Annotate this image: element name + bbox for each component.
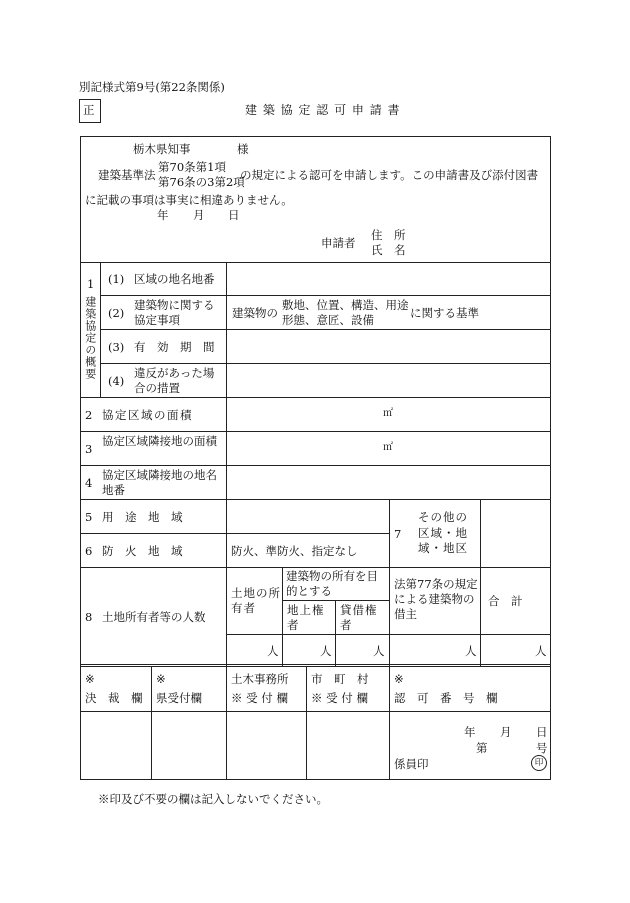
lease-count-unit: 人 [373,644,385,658]
law77-header: 法第77条の規定による建築物の借主 [394,577,478,621]
row6-label: 防 火 地 域 [102,544,183,558]
item2-suffix: に関する基準 [410,306,479,320]
owner-count-unit: 人 [267,644,279,658]
item3-number: (3) [108,340,125,354]
validity-period-field[interactable] [228,331,549,361]
rule [100,295,551,296]
row3-unit: ㎡ [383,442,393,453]
civil-office-label: 土木事務所 [231,672,289,686]
item2-label: 建築物に関する協定事項 [134,298,215,327]
row7-label: その他の区域・地域・地区 [418,510,468,555]
decision-note-mark: ※ [85,672,95,686]
item2-option-1: 敷地、位置、構造、用途 [282,298,409,312]
item2-prefix: 建築物の [232,306,278,320]
surface-count-unit: 人 [320,644,332,658]
fire-zone-options[interactable]: 防火、準防火、指定なし [231,544,358,558]
decision-column-label: 決 裁 欄 [85,691,143,705]
item1-label: 区域の地名地番 [134,272,215,286]
row8-label: 土地所有者等の人数 [102,610,206,624]
lease-right-header: 貸借権者 [340,603,378,632]
rule [80,533,389,534]
document-title: 建 築 協 定 認 可 申 請 書 [245,103,401,117]
article-option-2: 第76条の3第2項 [158,175,245,189]
city-label: 市 町 村 [311,672,369,686]
rule [80,465,551,466]
use-zone-field[interactable] [228,501,387,531]
footer-note: ※印及び不要の欄は記入しないでください。 [98,792,328,806]
rule [80,397,551,398]
total-count-unit: 人 [535,644,547,658]
row5-number: 5 [85,510,93,524]
rule [151,666,152,780]
rule [335,600,336,666]
row2-unit: ㎡ [383,408,393,419]
law77-count-unit: 人 [465,644,477,658]
item2-option-2: 形態、意匠、設備 [282,313,374,327]
row2-label: 協定区域の面積 [102,408,193,422]
item1-number: (1) [108,272,125,286]
row3-number: 3 [85,442,93,456]
rule [306,666,307,780]
intro-line-1: の規定による認可を申請します。この申請書及び添付図書 [240,168,539,182]
rule [100,363,551,364]
permit-dai: 第 [476,741,488,755]
rule [226,666,227,780]
permit-year: 年 [464,725,476,739]
row3-label: 協定区域隣接地の面積 [102,434,217,448]
applicant-label: 申請者 [321,236,356,250]
intro-line-2: に記載の事項は事実に相違ありません。 [85,193,293,207]
row2-number: 2 [85,408,93,422]
building-purpose-header: 建築物の所有を目的とする [286,569,378,598]
adjacent-address-field[interactable] [228,467,549,497]
district-area-field[interactable] [228,399,378,429]
date-day: 日 [228,208,240,222]
prefecture-note-mark: ※ [156,672,166,686]
address-label: 住 所 [371,228,406,242]
rule [480,499,481,666]
civil-receipt-label: ※ 受 付 欄 [231,691,288,705]
surface-right-header: 地上権者 [287,603,325,632]
honorific: 様 [237,142,249,156]
row8-number: 8 [85,610,93,624]
rule [80,431,551,432]
other-zone-field[interactable] [482,501,549,565]
rule [100,329,551,330]
section1-vertical-label: 建築協定の概要 [83,296,97,380]
rule [389,666,390,780]
permit-number-label: 認 可 番 号 欄 [394,691,498,705]
row6-number: 6 [85,544,93,558]
clerk-seal-label: 係員印 [394,757,429,771]
applicant-input[interactable] [406,226,536,258]
name-label: 氏 名 [371,243,406,257]
rule [100,262,101,397]
item4-number: (4) [108,374,125,388]
permit-note-mark: ※ [394,672,404,686]
row4-number: 4 [85,476,93,490]
article-option-1: 第70条第1項 [158,160,226,174]
section1-number: 1 [87,277,95,291]
land-owner-header: 土地の所有者 [231,586,281,615]
rule [389,499,390,666]
rule [226,262,227,667]
rule [282,567,283,666]
item2-number: (2) [108,306,125,320]
rule [80,262,551,263]
prefecture-receipt-label: 県受付欄 [156,691,202,705]
form-reference: 別記様式第9号(第22条関係) [79,80,225,94]
permit-gou: 号 [536,741,548,755]
addressee: 栃木県知事 [133,142,191,156]
row5-label: 用 途 地 域 [102,510,183,524]
date-year: 年 [157,208,169,222]
permit-day: 日 [536,725,548,739]
seal-circle-icon: 印 [531,755,547,771]
item3-label: 有 効 期 間 [134,340,215,354]
item4-label: 違反があった場合の措置 [134,366,215,395]
total-header: 合 計 [488,594,523,608]
law-prefix: 建築基準法 [98,168,156,182]
adjacent-area-field[interactable] [228,433,378,463]
district-address-field[interactable] [228,264,549,293]
violation-measure-field[interactable] [228,365,549,395]
permit-month: 月 [500,725,512,739]
row7-number: 7 [394,527,402,541]
copy-mark: 正 [83,103,95,117]
row4-label: 協定区域隣接地の地名地番 [102,468,217,497]
date-month: 月 [193,208,205,222]
copy-mark-box [79,99,101,123]
city-receipt-label: ※ 受 付 欄 [311,691,368,705]
